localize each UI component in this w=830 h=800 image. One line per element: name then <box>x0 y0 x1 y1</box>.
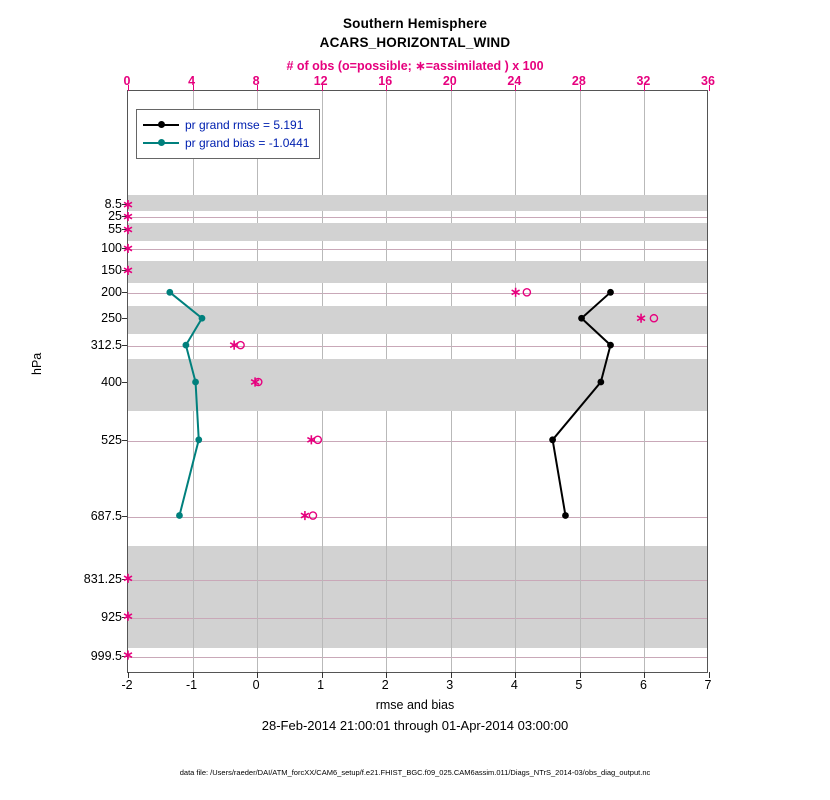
y-tick-label: 925 <box>101 610 122 624</box>
possible-obs-marker <box>650 315 657 322</box>
y-tick-label: 250 <box>101 311 122 325</box>
series-point <box>199 315 206 322</box>
data-series-layer <box>128 91 707 672</box>
series-point <box>166 289 173 296</box>
y-tick-label: 25 <box>108 209 122 223</box>
x-axis-title: rmse and bias <box>375 698 455 712</box>
x-tick-label-top: 20 <box>442 74 457 88</box>
legend <box>136 109 320 159</box>
x-tick-label-top: 4 <box>188 74 196 88</box>
x-tick-label-top: 12 <box>313 74 328 88</box>
series-point <box>607 342 614 349</box>
legend-item <box>143 116 309 134</box>
x-tick-label-top: 24 <box>507 74 522 88</box>
chart-title <box>0 14 830 52</box>
x-tick-label-bottom: -1 <box>185 678 198 692</box>
series-point <box>183 342 190 349</box>
obs-axis-title: # of obs (o=possible; ∗=assimilated ) x 100 <box>286 59 544 73</box>
series-line <box>170 292 202 515</box>
legend-swatch <box>143 137 179 149</box>
series-point <box>195 436 202 443</box>
x-tick-label-bottom: -2 <box>121 678 133 692</box>
x-tick-label-top: 28 <box>571 74 586 88</box>
y-tick-label: 831.25 <box>83 572 122 586</box>
y-tick-label: 999.5 <box>90 649 122 663</box>
series-point <box>562 512 569 519</box>
x-tick-label-top: 16 <box>378 74 393 88</box>
possible-obs-marker <box>237 342 244 349</box>
x-tick-label-top: 8 <box>252 74 260 88</box>
possible-obs-marker <box>523 289 530 296</box>
y-tick-label: 525 <box>101 433 122 447</box>
y-tick-label: 55 <box>108 222 122 236</box>
y-tick-label: 200 <box>101 285 122 299</box>
legend-swatch <box>143 119 179 131</box>
x-tick-label-top: 0 <box>123 74 131 88</box>
legend-label: pr grand bias = -1.0441 <box>185 136 310 150</box>
data-file-caption: data file: /Users/raeder/DAI/ATM_forcXX/CAM6_setup/f.e21.FHIST_BGC.f09_025.CAM6assim.011/Diags_NTrS_2014-03/obs_diag_output.nc <box>179 768 651 777</box>
assimilated-obs-marker <box>301 511 309 520</box>
series-point <box>597 379 604 386</box>
assimilated-obs-marker <box>512 288 520 297</box>
x-tick-label-bottom: 4 <box>510 678 518 692</box>
y-axis-tick-labels <box>46 90 122 673</box>
series-point <box>607 289 614 296</box>
series-point <box>176 512 183 519</box>
y-tick-label: 687.5 <box>90 509 122 523</box>
y-tick-label: 8.5 <box>104 197 122 211</box>
assimilated-obs-marker <box>637 314 645 323</box>
x-tick-label-bottom: 3 <box>446 678 454 692</box>
series-point <box>192 379 199 386</box>
series-point <box>549 436 556 443</box>
x-tick-label-bottom: 0 <box>252 678 260 692</box>
legend-label: pr grand rmse = 5.191 <box>185 118 304 132</box>
x-tick-label-bottom: 1 <box>317 678 325 692</box>
x-tick-label-bottom: 5 <box>575 678 583 692</box>
possible-obs-marker <box>309 512 316 519</box>
series-line <box>553 292 611 515</box>
y-tick-label: 400 <box>101 375 122 389</box>
title-line-1: Southern Hemisphere <box>342 16 488 31</box>
x-tick-label-bottom: 7 <box>704 678 712 692</box>
legend-item <box>143 134 309 152</box>
y-axis-title: hPa <box>30 352 44 375</box>
y-tick-label: 312.5 <box>90 338 122 352</box>
x-tick-label-top: 32 <box>636 74 651 88</box>
title-line-2: ACARS_HORIZONTAL_WIND <box>319 35 511 50</box>
date-range-caption: 28-Feb-2014 21:00:01 through 01-Apr-2014 03:00:00 <box>261 718 569 733</box>
x-tick-label-bottom: 2 <box>381 678 389 692</box>
y-tick-label: 150 <box>101 263 122 277</box>
plot-area <box>127 90 708 673</box>
possible-obs-marker <box>314 436 321 443</box>
x-tick-label-top: 36 <box>701 74 715 88</box>
x-tick-label-bottom: 6 <box>639 678 647 692</box>
series-point <box>578 315 585 322</box>
y-tick-label: 100 <box>101 241 122 255</box>
